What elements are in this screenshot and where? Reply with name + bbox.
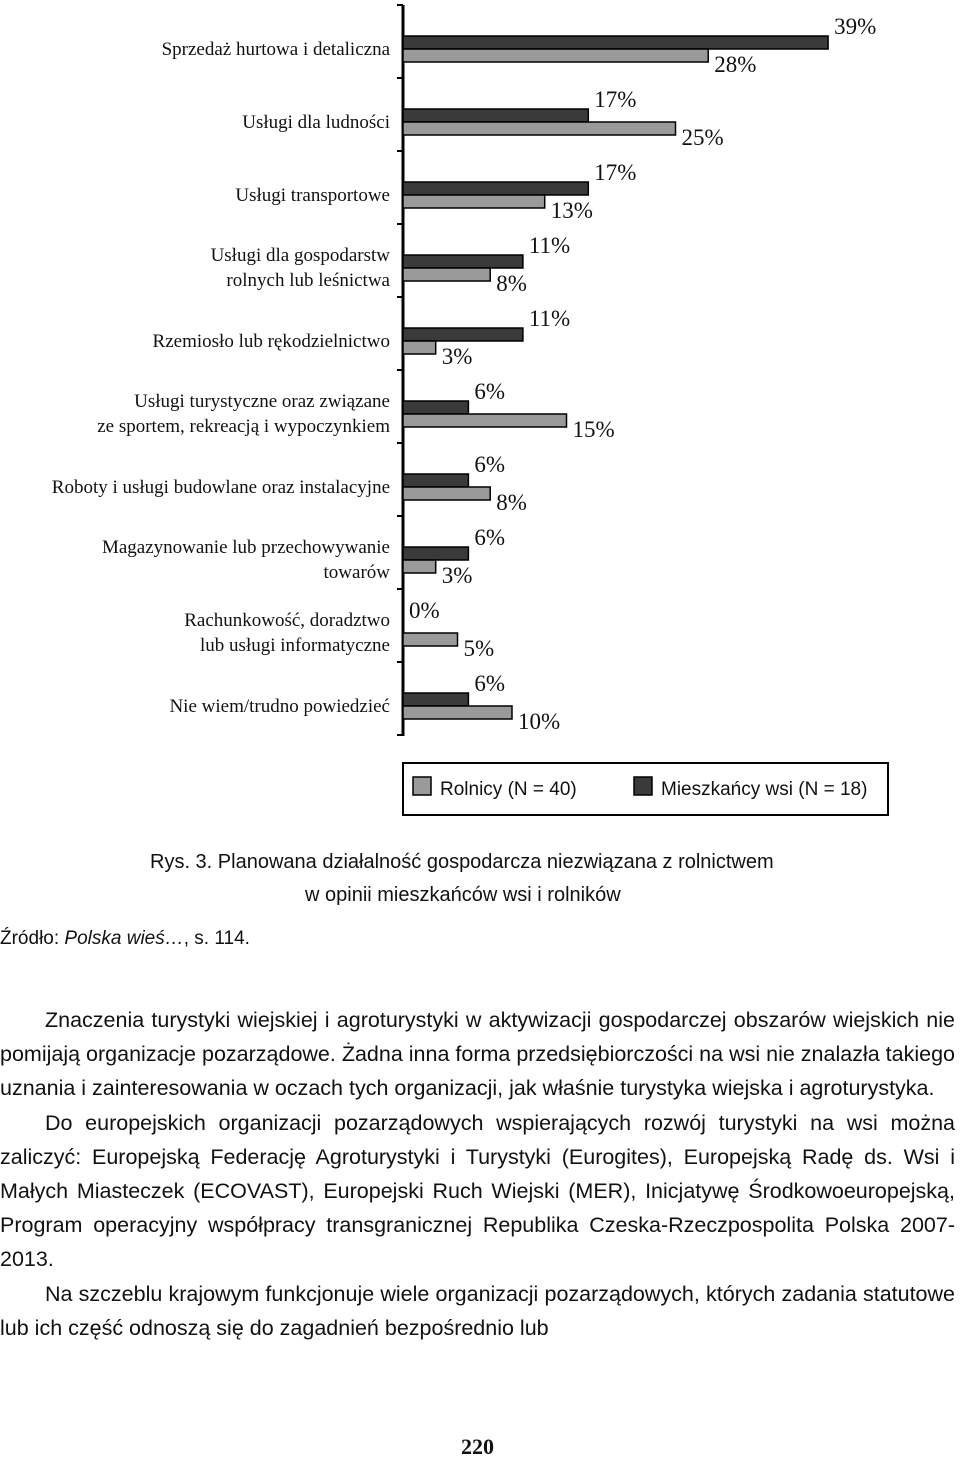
category-label: Sprzedaż hurtowa i detaliczna: [161, 39, 390, 60]
category-label: ze sportem, rekreacją i wypoczynkiem: [97, 416, 390, 437]
bar-mieszkancy: [403, 547, 468, 560]
category-label: Rzemiosło lub rękodzielnictwo: [152, 331, 390, 352]
value-label: 6%: [474, 671, 506, 696]
value-label: 8%: [496, 490, 527, 515]
bar-rolnicy: [403, 122, 676, 135]
category-label: Usługi dla gospodarstw: [210, 245, 390, 266]
paragraph: Znaczenia turystyki wiejskiej i agroturystyki w aktywizacji gospodarczej obszarów wiejskich nie pomijają organizacje pozarządowe. Żadna inna forma przedsiębiorczości na wsi nie znalazła takiego uznania i zainteresowania w oczach tych organizacji, jak właśnie turystyka wiejska i agroturystyka.: [0, 1008, 955, 1101]
value-label: 8%: [496, 271, 527, 296]
value-label: 11%: [528, 306, 571, 331]
category-label: towarów: [323, 562, 390, 583]
source-prefix: Źródło:: [0, 928, 65, 949]
category-label: Nie wiem/trudno powiedzieć: [169, 696, 390, 717]
legend-swatch: [634, 777, 652, 795]
bar-rolnicy: [403, 268, 490, 281]
value-label: 3%: [441, 344, 473, 369]
bar-rolnicy: [403, 487, 490, 500]
page-number: 220: [461, 1434, 494, 1459]
bar-rolnicy: [403, 341, 436, 354]
value-label: 25%: [681, 125, 724, 150]
category-labels: [52, 39, 391, 717]
bar-rolnicy: [403, 633, 458, 646]
value-label: 5%: [463, 636, 495, 661]
legend-label: Rolnicy (N = 40): [440, 779, 577, 800]
category-label: Magazynowanie lub przechowywanie: [101, 537, 390, 558]
value-label: 10%: [518, 709, 561, 734]
paragraph: Do europejskich organizacji pozarządowych wspierających rozwój turystyki na wsi można zaliczyć: Europejską Federację Agroturystyki i Turystyki (Eurogites), Europejską Radę ds. Wsi i Małych Miasteczek (ECOVAST), Europejski Ruch Wiejski (MER), Inicjatywę Środkowoeuropejską, Program operacyjny współpracy transgranicznej Republika Czeska-Rzeczpospolita Polska 2007-2013.: [0, 1110, 955, 1272]
bar-mieszkancy: [403, 109, 588, 122]
bar-rolnicy: [403, 414, 567, 427]
bars: [403, 36, 828, 719]
figure-caption-line2: w opinii mieszkańców wsi i rolników: [305, 884, 621, 906]
body-text: [0, 1003, 955, 1345]
category-label: Roboty i usługi budowlane oraz instalacyjne: [51, 477, 390, 498]
value-label: 17%: [594, 160, 637, 185]
value-label: 6%: [474, 452, 506, 477]
figure-source: [0, 928, 250, 950]
category-label: lub usługi informatyczne: [200, 635, 390, 656]
bar-rolnicy: [403, 560, 436, 573]
paragraph: Na szczeblu krajowym funkcjonuje wiele organizacji pozarządowych, których zadania statutowe lub ich część odnoszą się do zagadnień bezpośrednio lub: [0, 1281, 955, 1340]
bar-mieszkancy: [403, 255, 523, 268]
value-label: 15%: [572, 417, 615, 442]
value-label: 39%: [834, 14, 877, 39]
category-label: Rachunkowość, doradztwo: [184, 610, 390, 631]
bar-rolnicy: [403, 195, 545, 208]
bar-rolnicy: [403, 706, 512, 719]
source-suffix: , s. 114.: [183, 928, 250, 949]
category-axis: [397, 5, 403, 736]
legend-label: Mieszkańcy wsi (N = 18): [661, 779, 868, 800]
legend: [403, 763, 888, 815]
value-label: 13%: [550, 198, 593, 223]
legend-swatch: [413, 777, 431, 795]
value-label: 3%: [441, 563, 473, 588]
figure-caption-line1: Rys. 3. Planowana działalność gospodarcza niezwiązana z rolnictwem: [150, 851, 774, 873]
bar-mieszkancy: [403, 182, 588, 195]
bar-mieszkancy: [403, 693, 468, 706]
bar-mieszkancy: [403, 36, 828, 49]
value-label: 11%: [528, 233, 571, 258]
value-label: 28%: [714, 52, 757, 77]
category-label: Usługi dla ludności: [242, 112, 390, 133]
category-label: Usługi transportowe: [235, 185, 390, 206]
value-label: 6%: [474, 525, 506, 550]
bar-mieszkancy: [403, 328, 523, 341]
bar-rolnicy: [403, 49, 708, 62]
value-label: 6%: [474, 379, 506, 404]
category-label: rolnych lub leśnictwa: [226, 270, 390, 291]
value-label: 17%: [594, 87, 637, 112]
category-label: Usługi turystyczne oraz związane: [134, 391, 390, 412]
value-label: 0%: [409, 598, 440, 623]
bar-mieszkancy: [403, 401, 468, 414]
bar-mieszkancy: [403, 474, 468, 487]
source-title: Polska wieś…: [64, 928, 184, 949]
